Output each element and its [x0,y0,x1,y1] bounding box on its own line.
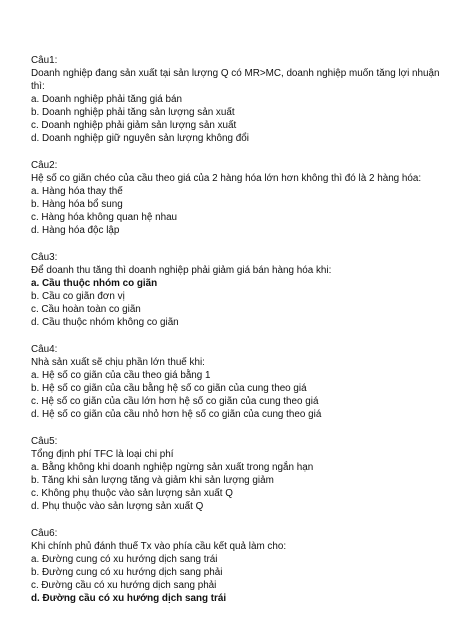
answer-option-a: a. Đường cung có xu hướng dịch sang trái [31,554,218,565]
answer-option-b: b. Hàng hóa bổ sung [31,199,123,210]
answer-option-c: c. Không phụ thuộc vào sản lượng sản xuất Q [31,488,233,499]
answer-option-a: a. Cầu thuộc nhóm co giãn [31,278,158,289]
answer-option-d: d. Cầu thuộc nhóm không co giãn [31,317,179,328]
document-content [31,54,451,619]
answer-option-a: a. Bằng không khi doanh nghiệp ngừng sản xuất trong ngắn hạn [31,462,314,473]
answer-option-a: a. Hệ số co giãn của cầu theo giá bằng 1 [31,370,211,381]
question-title: Câu3: [31,252,58,263]
question-prompt: Khi chính phủ đánh thuế Tx vào phía cầu kết quả làm cho: [31,541,287,552]
question-1 [31,54,451,145]
question-title: Câu1: [31,55,58,66]
answer-option-d: d. Hàng hóa độc lập [31,225,120,236]
answer-option-b: b. Hệ số co giãn của cầu bằng hệ số co giãn của cung theo giá [31,383,307,394]
question-title: Câu4: [31,344,58,355]
question-prompt: Hệ số co giãn chéo của cầu theo giá của 2 hàng hóa lớn hơn không thì đó là 2 hàng hóa: [31,173,422,184]
answer-option-c: c. Doanh nghiệp phải giảm sản lượng sản xuất [31,120,237,131]
question-title: Câu6: [31,528,58,539]
answer-option-c: c. Đường cầu có xu hướng dịch sang phải [31,580,217,591]
answer-option-d: d. Hệ số co giãn của cầu nhỏ hơn hệ số co giãn của cung theo giá [31,409,322,420]
answer-option-a: a. Hàng hóa thay thế [31,186,123,197]
question-4 [31,343,451,421]
answer-option-a: a. Doanh nghiệp phải tăng giá bán [31,94,182,105]
question-6 [31,527,451,605]
question-title: Câu5: [31,436,58,447]
answer-option-b: b. Cầu co giãn đơn vị [31,291,125,302]
question-title: Câu2: [31,160,58,171]
answer-option-b: b. Tăng khi sản lượng tăng và giảm khi sản lượng giảm [31,475,274,486]
answer-option-c: c. Hàng hóa không quan hệ nhau [31,212,178,223]
answer-option-d: d. Doanh nghiệp giữ nguyên sản lượng không đổi [31,133,249,144]
answer-option-d: d. Đường cầu có xu hướng dịch sang trái [31,593,227,604]
answer-option-c: c. Cầu hoàn toàn co giãn [31,304,141,315]
question-prompt: Doanh nghiệp đang sản xuất tại sản lượng Q có MR>MC, doanh nghiệp muốn tăng lợi nhuận thì: [31,68,440,92]
answer-option-b: b. Doanh nghiệp phải tăng sản lượng sản xuất [31,107,235,118]
question-2 [31,159,451,237]
question-prompt: Để doanh thu tăng thì doanh nghiệp phải giảm giá bán hàng hóa khi: [31,265,332,276]
question-5 [31,435,451,513]
answer-option-c: c. Hệ số co giãn của cầu lớn hơn hệ số co giãn của cung theo giá [31,396,319,407]
answer-option-b: b. Đường cung có xu hướng dịch sang phải [31,567,223,578]
question-3 [31,251,451,329]
question-prompt: Tổng định phí TFC là loại chi phí [31,449,174,460]
question-prompt: Nhà sản xuất sẽ chịu phần lớn thuế khi: [31,357,205,368]
answer-option-d: d. Phụ thuộc vào sản lượng sản xuất Q [31,501,204,512]
